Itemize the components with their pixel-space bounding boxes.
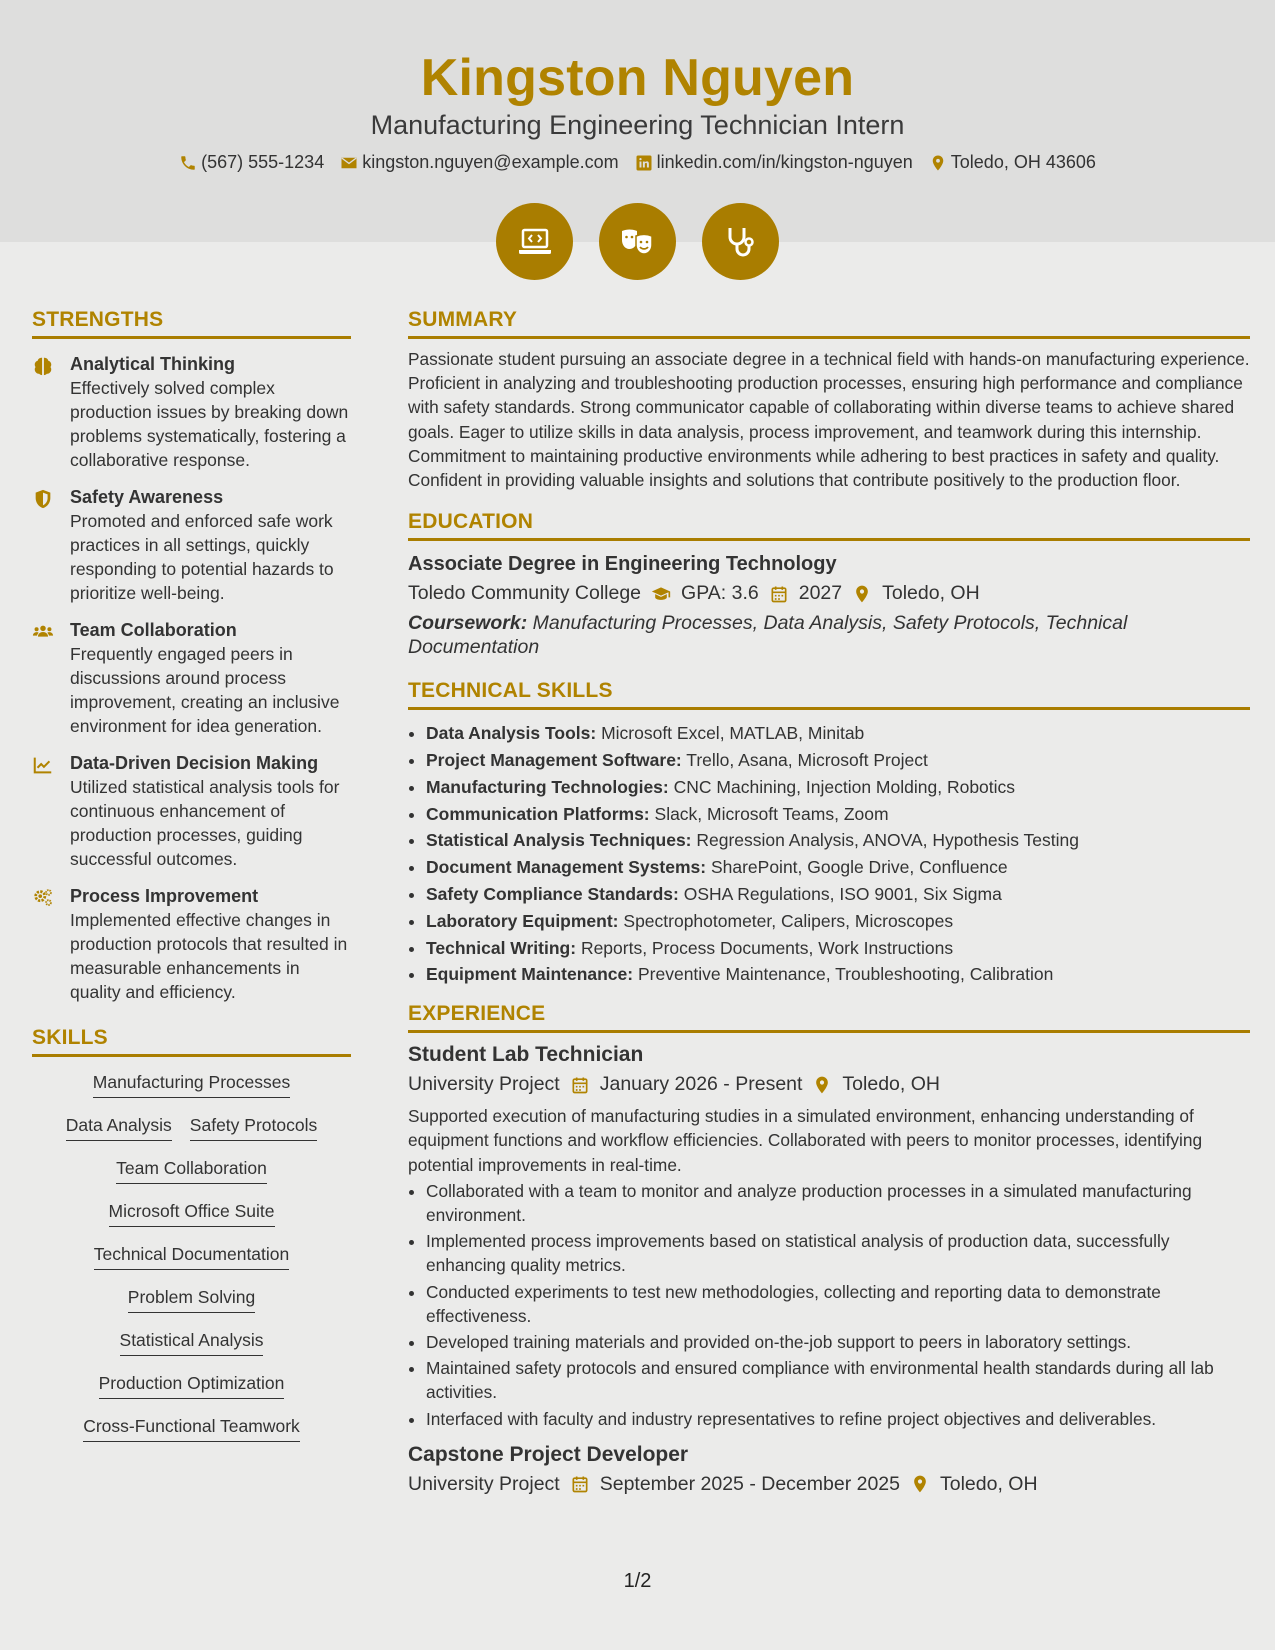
list-item: • Developed training materials and provided on-the-job support to peers in laboratory settings. — [426, 1330, 1250, 1354]
job-meta — [408, 1073, 1250, 1096]
list-item: • Implemented process improvements based on statistical analysis of production data, successfully enhancing quality metrics. — [426, 1229, 1250, 1277]
tech-value: Regression Analysis, ANOVA, Hypothesis Testing — [696, 830, 1079, 851]
location-icon — [812, 1075, 832, 1095]
technical-skills-list — [408, 720, 1250, 988]
strength-item — [32, 752, 351, 871]
job-bullets — [408, 1179, 1250, 1431]
location-icon — [910, 1474, 930, 1494]
list-item — [426, 961, 1250, 988]
skill-tag: Safety Protocols — [190, 1114, 317, 1141]
tech-label: Laboratory Equipment: — [426, 910, 619, 931]
gpa-text: GPA: 3.6 — [681, 582, 759, 605]
page-number: 1/2 — [623, 1570, 652, 1592]
job-title-heading: Manufacturing Engineering Technician Intern — [370, 110, 905, 140]
theater-masks-icon — [618, 222, 658, 262]
list-item: • Maintained safety protocols and ensured compliance with environmental health standards during all lab activities. — [426, 1356, 1250, 1404]
linkedin-icon — [635, 154, 653, 172]
strength-desc: Utilized statistical analysis tools for continuous enhancement of production processes, guiding successful outcomes. — [70, 777, 340, 869]
users-icon — [32, 621, 54, 643]
tech-label: Communication Platforms: — [426, 803, 650, 824]
school-location: Toledo, OH — [882, 582, 980, 605]
strength-desc: Frequently engaged peers in discussions around process improvement, creating an inclusive environment for idea generation. — [70, 644, 340, 736]
location-icon — [852, 584, 872, 604]
list-item: • Interfaced with faculty and industry representatives to refine project objectives and deliverables. — [426, 1407, 1250, 1431]
list-item: • Collaborated with a team to monitor and analyze production processes in a simulated manufacturing environment. — [426, 1179, 1250, 1227]
degree-title: Associate Degree in Engineering Technology — [408, 553, 837, 576]
email-text: kingston.nguyen@example.com — [362, 152, 619, 172]
laptop-code-icon — [515, 222, 555, 262]
experience-heading: EXPERIENCE — [408, 1002, 1250, 1033]
list-item — [426, 720, 1250, 747]
strength-item — [32, 885, 351, 1004]
strength-title: Safety Awareness — [70, 487, 224, 507]
interest-badges — [0, 203, 1275, 280]
linkedin-text: linkedin.com/in/kingston-nguyen — [656, 152, 913, 172]
phone-icon — [179, 154, 197, 172]
strength-desc: Implemented effective changes in production protocols that resulted in measurable enhancements in quality and efficiency. — [70, 910, 348, 1002]
strength-title: Analytical Thinking — [70, 354, 236, 374]
tech-label: Data Analysis Tools: — [426, 723, 597, 744]
shield-icon — [32, 488, 54, 510]
strength-desc: Promoted and enforced safe work practices in all settings, quickly responding to potential hazards to prioritize well-being. — [70, 511, 334, 603]
badge-stethoscope — [702, 203, 779, 280]
stethoscope-icon — [721, 222, 761, 262]
skill-tag: Production Optimization — [99, 1372, 285, 1399]
skill-tag: Data Analysis — [66, 1114, 172, 1141]
education-meta — [408, 582, 1250, 605]
summary-heading: SUMMARY — [408, 308, 1250, 339]
list-item — [426, 827, 1250, 854]
calendar-icon — [769, 584, 789, 604]
candidate-name: Kingston Nguyen — [420, 49, 855, 107]
list-item — [426, 854, 1250, 881]
strengths-heading: STRENGTHS — [32, 308, 351, 339]
strength-title: Process Improvement — [70, 886, 259, 906]
skill-tag: Problem Solving — [128, 1286, 255, 1313]
strength-item — [32, 619, 351, 738]
tech-value: Reports, Process Documents, Work Instructions — [580, 937, 954, 958]
contact-linkedin[interactable] — [635, 152, 913, 173]
header-band — [0, 0, 1275, 242]
school-name: Toledo Community College — [408, 582, 642, 605]
coursework — [408, 611, 1250, 659]
tech-value: CNC Machining, Injection Molding, Robotics — [673, 776, 1016, 797]
job-org: University Project — [408, 1472, 560, 1495]
right-column — [408, 308, 1250, 1496]
tech-value: OSHA Regulations, ISO 9001, Six Sigma — [683, 884, 1002, 904]
job-summary: Supported execution of manufacturing studies in a simulated environment, enhancing understanding of equipment functions and workflow efficiencies. Collaborated with peers to monitor processes, identifying potential improvements in real-time. — [408, 1106, 1203, 1175]
job-location: Toledo, OH — [842, 1073, 940, 1096]
strength-item — [32, 486, 351, 605]
strength-item — [32, 353, 351, 472]
tech-value: Spectrophotometer, Calipers, Microscopes — [623, 910, 954, 931]
job-org: University Project — [408, 1073, 560, 1096]
badge-masks — [599, 203, 676, 280]
list-item — [426, 908, 1250, 935]
list-item — [426, 747, 1250, 774]
job-title: Student Lab Technician — [408, 1043, 644, 1067]
strength-title: Team Collaboration — [70, 620, 237, 640]
cogs-icon — [32, 887, 54, 909]
location-text: Toledo, OH 43606 — [950, 152, 1096, 172]
badge-laptop — [496, 203, 573, 280]
tech-value: SharePoint, Google Drive, Confluence — [710, 857, 1008, 878]
location-icon — [929, 154, 947, 172]
coursework-label: Coursework: — [408, 612, 528, 635]
tech-label: Technical Writing: — [426, 937, 577, 958]
education-heading: EDUCATION — [408, 510, 1250, 541]
skill-tag: Technical Documentation — [94, 1243, 290, 1270]
list-item — [426, 935, 1250, 962]
skill-tag: Manufacturing Processes — [93, 1071, 290, 1098]
list-item — [426, 881, 1250, 908]
tech-label: Document Management Systems: — [426, 857, 707, 878]
job-dates: September 2025 - December 2025 — [599, 1472, 900, 1495]
tech-label: Project Management Software: — [426, 750, 682, 771]
job-title: Capstone Project Developer — [408, 1442, 689, 1466]
skills-heading: SKILLS — [32, 1026, 351, 1057]
skill-tag: Cross-Functional Teamwork — [83, 1415, 300, 1442]
list-item — [426, 801, 1250, 828]
job-meta — [408, 1473, 1250, 1496]
summary-text: Passionate student pursuing an associate degree in a technical field with hands-on manufacturing experience. Proficient in analyzing and troubleshooting production processes, ensuring high performance and compliance with safety standards. Strong communicator capable of collaborating within diverse teams to achieve shared goals. Eager to utilize skills in data analysis, process improvement, and teamwork during this internship. Commitment to maintaining productive environments while adhering to best practices in safety and quality. Confident in providing valuable insights and solutions that contribute positively to the production floor. — [408, 349, 1250, 491]
graduation-cap-icon — [651, 584, 671, 604]
contact-email[interactable] — [340, 152, 618, 173]
strength-title: Data-Driven Decision Making — [70, 753, 319, 773]
phone-text: (567) 555-1234 — [201, 152, 325, 172]
tech-value: Trello, Asana, Microsoft Project — [686, 750, 928, 771]
chart-line-icon — [32, 754, 54, 776]
contact-phone[interactable] — [179, 152, 324, 173]
left-column — [32, 308, 351, 1442]
strength-desc: Effectively solved complex production issues by breaking down problems systematically, fostering a collaborative response. — [70, 378, 349, 470]
tech-value: Preventive Maintenance, Troubleshooting, Calibration — [637, 964, 1054, 985]
list-item: • Conducted experiments to test new methodologies, collecting and reporting data to demonstrate effectiveness. — [426, 1280, 1250, 1328]
job-dates: January 2026 - Present — [599, 1073, 803, 1096]
contact-location — [929, 152, 1096, 173]
brain-icon — [32, 355, 54, 377]
skills-list — [32, 1071, 351, 1442]
technical-skills-heading: TECHNICAL SKILLS — [408, 679, 1250, 710]
job-location: Toledo, OH — [939, 1472, 1038, 1495]
skill-tag: Microsoft Office Suite — [109, 1200, 275, 1227]
tech-label: Equipment Maintenance: — [426, 964, 634, 985]
tech-label: Statistical Analysis Techniques: — [426, 830, 692, 851]
contact-row — [0, 152, 1275, 173]
skill-tag: Team Collaboration — [116, 1157, 267, 1184]
coursework-list: Manufacturing Processes, Data Analysis, Safety Protocols, Technical Documentation — [408, 612, 1128, 659]
skill-tag: Statistical Analysis — [120, 1329, 264, 1356]
tech-value: Slack, Microsoft Teams, Zoom — [654, 803, 889, 824]
email-icon — [340, 154, 358, 172]
calendar-icon — [570, 1474, 590, 1494]
grad-year: 2027 — [798, 582, 843, 605]
list-item — [426, 774, 1250, 801]
tech-label: Manufacturing Technologies: — [426, 776, 669, 797]
tech-label: Safety Compliance Standards: — [426, 884, 679, 904]
tech-value: Microsoft Excel, MATLAB, Minitab — [601, 723, 865, 744]
calendar-icon — [570, 1075, 590, 1095]
